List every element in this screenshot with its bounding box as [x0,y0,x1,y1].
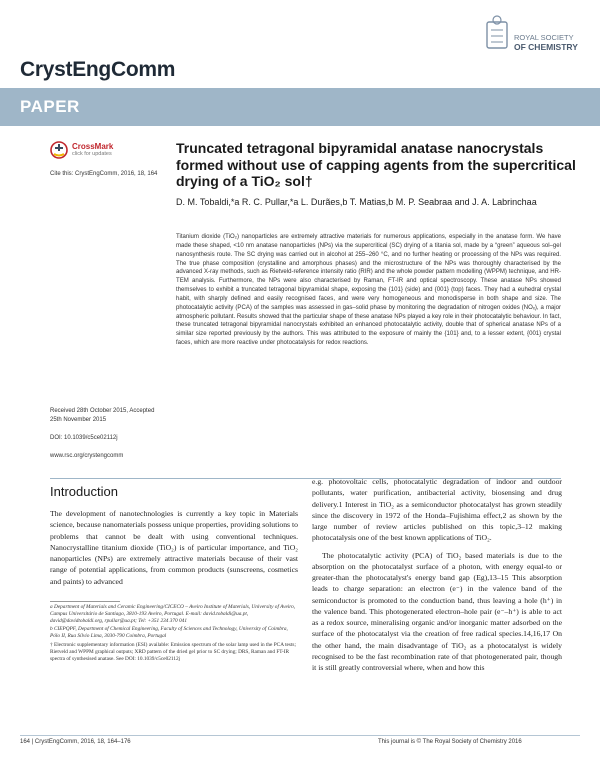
esi-note: † Electronic supplementary information (ESI) available: Emission spectrum of the solar lamp used in the PCA tests; Rietveld and WPPM graphical outputs; XRD pattern of the dried gel prior to SC drying; DRS, Raman and FT-IR spectra of synthesised anatase. See DOI: 10.1039/c5ce02112j [50,641,296,662]
affiliation-b: b CIEPQPF, Department of Chemical Engineering, Faculty of Sciences and Technology, University of Coimbra, Pólo II, Rua Sílvio Lima, 3030-790 Coimbra, Portugal [50,626,288,640]
article-type-label: PAPER [20,97,80,116]
intro-paragraph: The development of nanotechnologies is currently a key topic in Materials science, because nanomaterials possess unique properties, providing solutions to problems that cannot be dealt with using conventional techniques. Nanocrystalline titanium dioxide (TiO₂) is of particular importance, and TiO₂ nanoparticles (NPs) are extremely attractive materials because of their vast range of potential applications, from common products (sunscreens, cosmetics and paints) to advanced [50,509,298,586]
article-title: Truncated tetragonal bipyramidal anatase nanocrystals formed without use of capping agents from the supercritical drying of a TiO₂ sol† [176,140,576,189]
right-column-text [312,476,562,679]
rsc-logo [484,10,589,56]
rsc-crest-icon [484,14,510,54]
footnotes [50,604,298,664]
crossmark-icon [50,141,68,159]
received-dates: Received 28th October 2015, Accepted 25th November 2015 [50,408,155,423]
citation: Cite this: CrystEngComm, 2016, 18, 164 [50,171,158,177]
footer-copyright: This journal is © The Royal Society of Chemistry 2016 [378,739,522,745]
body-paragraph: The photocatalytic activity (PCA) of TiO₂ based materials is due to the absorption on the photocatalyst surface of a photon, with energy equal-to or greater-than the photocatalyst's energy band gap (Eg),13–15 This absorption leads to charge separation: an electron (e⁻) in the valence band of the semiconductor is promoted to the conduction band, thus leaving a hole (h⁺) in the valence band. This photogenerated electron–hole pair (e⁻–h⁺) is able to act as a redox source, mineralising organic and/or inorganic matter adsorbed on the surface of the photocatalyst via the creation of free radical species.14,16,17 On the other hand, the main disadvantage of TiO₂ as a photocatalyst is widely recognised to be the fast recombination rate of that photogenerated pair, though it is still greatly controversial where, when and how this [312,550,562,672]
crossmark-button[interactable] [50,140,130,162]
footnote-divider [50,601,120,602]
doi-link[interactable]: DOI: 10.1039/c5ce02112j [50,435,118,441]
affiliation-a: a Department of Materials and Ceramic Engineering/CICECO – Aveiro Institute of Materials, University of Aveiro, Campus Universitário de Santiago, 3810-193 Aveiro, Portugal. E-mail: david.tobaldi@ua.pt, david@davidtobaldi.org, rpullar@ua.pt; Tel: +351 234 370 041 [50,604,296,624]
section-heading: Introduction [50,484,118,499]
journal-name: CrystEngComm [20,58,176,81]
crossmark-label: CrossMark [72,142,114,151]
publisher-line2: OF CHEMISTRY [514,41,578,52]
crossmark-sub: click for updates [72,151,112,157]
body-paragraph: e.g. photovoltaic cells, photocatalytic degradation of indoor and outdoor pollutants, water purification, antibacterial activity, biosensing and drug delivery.1 Interest in TiO₂ as a semiconductor photocatalyst has grown steadily since the discovery in 1972 of the Honda–Fujishima effect,2 as shown by the large number of review articles published on this topic,3–12 making photocatalysis one of the best known applications of TiO₂. [312,477,562,543]
journal-url-link[interactable]: www.rsc.org/crystengcomm [50,453,124,459]
footer-page-info: 164 | CrystEngComm, 2016, 18, 164–176 [20,739,131,745]
article-type-banner [0,88,600,126]
footer-divider [20,735,580,736]
author-list: D. M. Tobaldi,*a R. C. Pullar,*a L. Durães,b T. Matias,b M. P. Seabraa and J. A. Labrinchaa [176,197,537,207]
abstract: Titanium dioxide (TiO₂) nanoparticles are extremely attractive materials for numerous applications, especially in the anatase form. We have made these shaped, <10 nm anatase nanoparticles (NPs) via the supercritical (SC) drying of a titania sol, made by a “green” aqueous sol–gel nanosynthesis route. The SC drying was carried out in alcohol at 255–260 °C, and no further heating or processing of the NPs was required. The true phase composition (crystalline and amorphous phases) and the microstructure of the NPs was thoroughly characterised by the advanced X-ray methods, such as Rietveld-reference intensity ratio (RIR) and the whole powder pattern modelling (WPPM) technique, and HR-TEM analysis. Furthermore, the NPs were also characterised by Raman, FT-IR and optical spectroscopy. These anatase NPs showed themselves to exhibit a truncated tetragonal bipyramidal shape, exposing the {101} (side) and {001} (top) faces. They had a euhedral crystal habit, with sharply defined and easily recognised faces, and were very homogeneous and monodisperse in both shape and size. The photocatalytic activity (PCA) of the samples was assessed in gas–solid phase by monitoring the degradation of nitrogen oxides (NOₓ), a major atmospheric pollutant. Results showed that the particular shape of these anatase NPs played a key role in their photocatalytic behaviour. In fact, these truncated tetragonal bipyramidal nanocrystals exhibited an enhanced photocatalytic activity, double that of spherical anatase NPs of a similar size reported previously by the authors. This was attributed to the exposure of mainly the {101} and, to a lesser extent, {001} crystal faces, which are more reactive under photocatalysis for redox reactions. [176,234,561,347]
publisher-line1: ROYAL SOCIETY [514,33,574,42]
